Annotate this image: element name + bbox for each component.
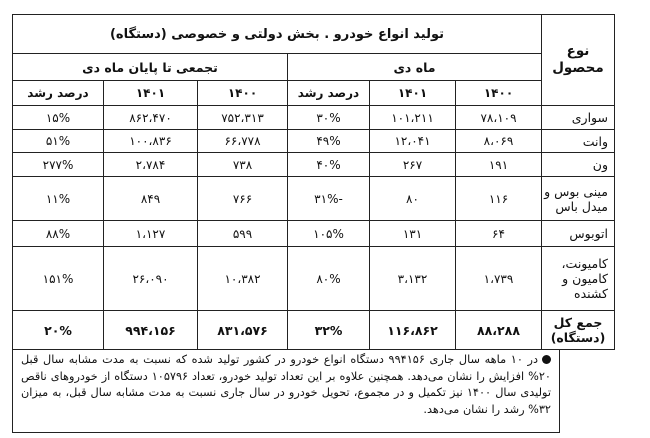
- cell-cum-1401: ۸۴۹: [104, 177, 198, 221]
- row-type: وانت: [542, 130, 615, 153]
- cell-cum-1401: ۱۰۰،۸۳۶: [104, 130, 198, 153]
- row-type: مینی بوس و میدل باس: [542, 177, 615, 221]
- cell-month-1401: ۳،۱۳۲: [370, 247, 456, 311]
- cell-month-1400: ۱،۷۳۹: [456, 247, 542, 311]
- row-type: سواری: [542, 106, 615, 130]
- row-type: ون: [542, 153, 615, 177]
- table-row: [13, 153, 615, 177]
- col-header-cum-1401: ۱۴۰۱: [104, 81, 198, 106]
- cell-cum-1400: ۷۵۲،۳۱۳: [198, 106, 288, 130]
- cell-month-1401: ۲۶۷: [370, 153, 456, 177]
- group-header-month: ماه دی: [288, 54, 542, 81]
- cell-month-1401: ۱۲،۰۴۱: [370, 130, 456, 153]
- cell-month-growth: ۱۰۵%: [288, 221, 370, 247]
- cell-cum-1400: ۵۹۹: [198, 221, 288, 247]
- footnote-text: در ۱۰ ماهه سال جاری ۹۹۴۱۵۶ دستگاه انواع خودرو در کشور تولید شده که نسبت به مدت مشابه سال قبل ۲۰% افزایش را نشان می‌دهد. همچنین علاوه بر این تعداد تولید خودرو، تعداد ۱۰۵۷۹۶ دستگاه از خودروهای ناقص تولیدی سال ۱۴۰۰ نیز تکمیل و در مجموع، تحویل خودرو در سال جاری نسبت به مدت مشابه سال قبل، به میزان ۳۲% رشد را نشان می‌دهد.: [21, 353, 551, 416]
- cell-month-1400: ۶۴: [456, 221, 542, 247]
- cell-cum-1400: ۱۰،۳۸۲: [198, 247, 288, 311]
- col-header-cum-1400: ۱۴۰۰: [198, 81, 288, 106]
- table-row: [13, 130, 615, 153]
- table-row: [13, 177, 615, 221]
- cell-cum-growth: ۱۱%: [13, 177, 104, 221]
- cell-month-growth: ۸۰%: [288, 247, 370, 311]
- cell-cum-growth: ۸۸%: [13, 221, 104, 247]
- col-header-month-growth: درصد رشد: [288, 81, 370, 106]
- group-header-cumulative: تجمعی تا پایان ماه دی: [13, 54, 288, 81]
- table-title: تولید انواع خودرو . بخش دولتی و خصوصی (دستگاه): [13, 15, 542, 54]
- cell-month-1401: ۱۰۱،۲۱۱: [370, 106, 456, 130]
- cell-month-growth: ۴۰%: [288, 153, 370, 177]
- cell-month-1400: ۱۱۶: [456, 177, 542, 221]
- cell-cum-growth: ۱۵%: [13, 106, 104, 130]
- cell-cum-growth: ۲۷۷%: [13, 153, 104, 177]
- cell-cum-1401: ۲،۷۸۴: [104, 153, 198, 177]
- cell-cum-growth: ۱۵۱%: [13, 247, 104, 311]
- cell-month-1400: ۷۸،۱۰۹: [456, 106, 542, 130]
- footnote-box: [12, 349, 560, 433]
- cell-month-1401: ۱۳۱: [370, 221, 456, 247]
- col-header-month-1400: ۱۴۰۰: [456, 81, 542, 106]
- col-header-cum-growth: درصد رشد: [13, 81, 104, 106]
- type-header: نوع محصول: [542, 15, 615, 106]
- row-type: اتوبوس: [542, 221, 615, 247]
- table-row: [13, 221, 615, 247]
- cell-month-growth: -۳۱%: [288, 177, 370, 221]
- total-row: [13, 311, 615, 350]
- cell-month-1401: ۸۰: [370, 177, 456, 221]
- production-table: [12, 14, 615, 350]
- total-month-growth: ۳۲%: [288, 311, 370, 350]
- cell-cum-1400: ۶۶،۷۷۸: [198, 130, 288, 153]
- cell-cum-1401: ۲۶،۰۹۰: [104, 247, 198, 311]
- col-header-month-1401: ۱۴۰۱: [370, 81, 456, 106]
- total-month-1400: ۸۸،۲۸۸: [456, 311, 542, 350]
- cell-cum-growth: ۵۱%: [13, 130, 104, 153]
- cell-month-growth: ۴۹%: [288, 130, 370, 153]
- total-cum-growth: ۲۰%: [13, 311, 104, 350]
- row-type: کامیونت، کامیون و کشنده: [542, 247, 615, 311]
- table-row: [13, 106, 615, 130]
- table-row: [13, 247, 615, 311]
- cell-cum-1401: ۸۶۲،۴۷۰: [104, 106, 198, 130]
- cell-month-1400: ۸،۰۶۹: [456, 130, 542, 153]
- bullet-icon: [542, 355, 551, 364]
- cell-month-1400: ۱۹۱: [456, 153, 542, 177]
- cell-month-growth: ۳۰%: [288, 106, 370, 130]
- total-month-1401: ۱۱۶،۸۶۲: [370, 311, 456, 350]
- total-cum-1401: ۹۹۴،۱۵۶: [104, 311, 198, 350]
- cell-cum-1400: ۷۶۶: [198, 177, 288, 221]
- cell-cum-1400: ۷۳۸: [198, 153, 288, 177]
- cell-cum-1401: ۱،۱۲۷: [104, 221, 198, 247]
- total-cum-1400: ۸۳۱،۵۷۶: [198, 311, 288, 350]
- total-label: جمع کل (دستگاه): [542, 311, 615, 350]
